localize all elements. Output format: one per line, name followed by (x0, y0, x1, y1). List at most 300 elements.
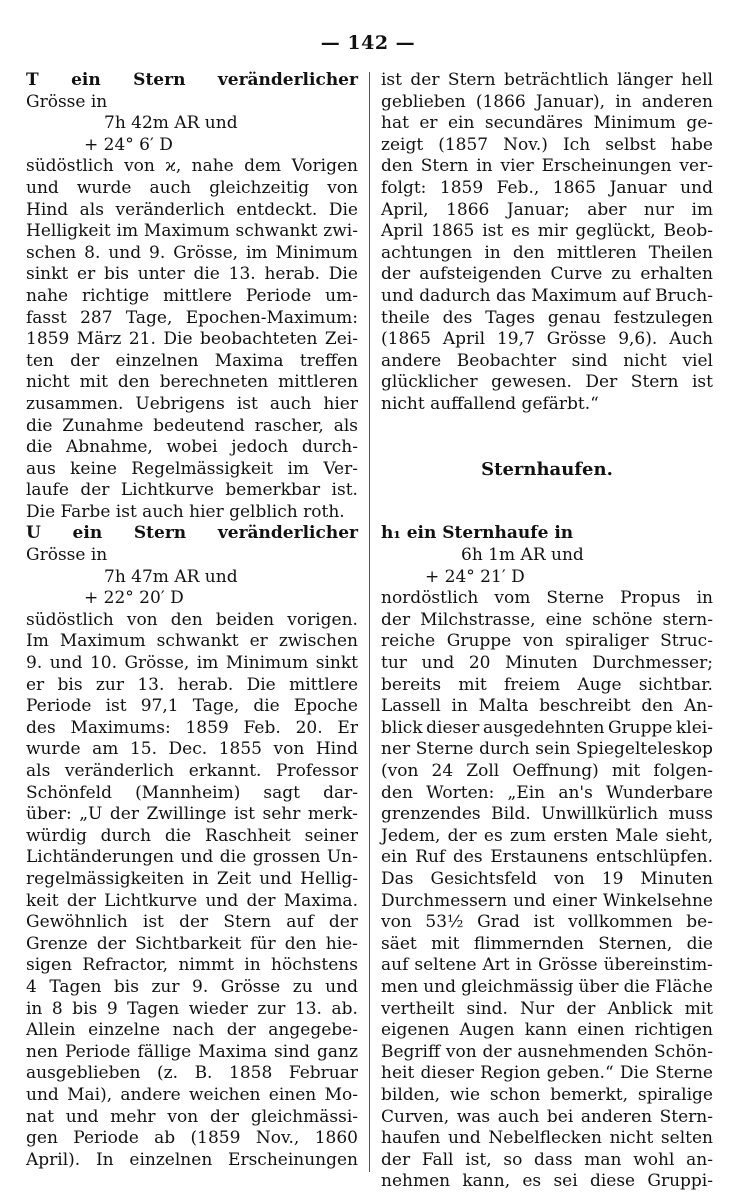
word: mittleren (556, 242, 637, 263)
word: anderen (580, 1106, 653, 1127)
word: sinkt (26, 264, 69, 285)
word: Refractor, (82, 955, 169, 976)
word: er (77, 264, 96, 285)
word: auch (149, 177, 192, 198)
word: der (410, 70, 440, 90)
word: Feb., (496, 177, 540, 198)
word: Maximum (143, 221, 230, 242)
word: Grenze (26, 933, 88, 954)
word: 13. (137, 674, 165, 695)
word: T (26, 70, 39, 90)
word: zu (292, 976, 313, 997)
word: Tage, (125, 307, 173, 328)
text-line (26, 243, 358, 265)
text-line (26, 351, 358, 373)
word: der (66, 890, 96, 911)
word: einzelnen (129, 1149, 213, 1170)
word: mittlere (289, 674, 358, 695)
word: bis (57, 674, 83, 695)
word: mittlere (163, 285, 232, 306)
text-line (381, 999, 713, 1021)
word: und (108, 242, 142, 263)
word: auch (497, 1106, 540, 1127)
word: und (680, 177, 713, 198)
word: Zeit (216, 868, 252, 889)
text-line (381, 610, 713, 632)
word: mir (537, 221, 568, 242)
word: aus (26, 458, 56, 479)
word: den (512, 242, 545, 263)
word: richtige (81, 285, 150, 306)
word: mit (684, 998, 713, 1019)
text-line (381, 113, 713, 135)
word: Dec. (168, 739, 208, 760)
word: des (26, 717, 56, 738)
word: blick (381, 717, 423, 738)
word: 9. (149, 242, 166, 263)
word: die (219, 847, 247, 868)
word: von (167, 1106, 199, 1127)
word: B. (194, 1063, 213, 1084)
text-line (381, 653, 713, 675)
word: und (381, 285, 414, 306)
word: nicht (26, 372, 70, 393)
word: hat (381, 113, 409, 134)
word: Sterne (655, 1063, 713, 1084)
text-line: Grösse in (26, 545, 108, 566)
text-line (381, 1020, 713, 1042)
word: schon (489, 1084, 541, 1105)
text-line (381, 221, 713, 243)
text-line (381, 847, 713, 869)
word: der (80, 480, 110, 501)
text-line (26, 156, 358, 178)
text-line (381, 761, 713, 783)
word: Schön- (653, 1041, 713, 1062)
text-line (26, 718, 358, 740)
word: 15. (129, 739, 157, 760)
word: 8. (84, 242, 101, 263)
left-column (26, 70, 358, 1171)
word: Mo- (324, 1084, 358, 1105)
word: Maxima (214, 350, 284, 371)
word: nimmt (178, 955, 234, 976)
text-line (381, 955, 713, 977)
word: der (328, 912, 358, 933)
text-line (26, 696, 358, 718)
word: einer (552, 890, 597, 911)
word: Maxima (198, 1041, 268, 1062)
word: 287 (80, 307, 113, 328)
word: sein (535, 739, 571, 760)
word: kann, (462, 1171, 511, 1192)
word: in (192, 868, 209, 889)
text-line (26, 761, 358, 783)
word: und (423, 976, 456, 997)
coord-ra: 7h 42m AR und (104, 113, 238, 134)
word: die (26, 437, 53, 458)
word: säet (381, 933, 417, 954)
word: Er (337, 717, 358, 738)
word: kann (524, 1020, 568, 1041)
word: Epochen-Maximum: (185, 307, 358, 328)
word: Stern (223, 912, 272, 933)
word: über (578, 976, 619, 997)
word: Propus (620, 588, 681, 609)
text-line (381, 718, 713, 740)
word: 1859 (26, 329, 70, 350)
word: 24 (431, 761, 454, 781)
text-line (26, 372, 358, 394)
word: über: (26, 804, 72, 825)
word: 1859 (439, 177, 484, 198)
word: muss (668, 804, 713, 825)
word: sagt (263, 782, 300, 803)
word: Durchmessern (381, 890, 507, 911)
word: März (76, 329, 122, 350)
word: die (253, 696, 280, 717)
word: Augen (459, 1020, 515, 1041)
word: bis (103, 264, 130, 285)
word: sieht, (665, 825, 713, 846)
word: Schönfeld (26, 782, 112, 803)
word: heit (381, 1063, 415, 1084)
text-line (26, 610, 358, 632)
word: die (26, 415, 53, 436)
word: An- (683, 696, 713, 717)
word: Minimum (225, 653, 309, 674)
word: nicht (623, 350, 667, 371)
word: tur (381, 653, 407, 674)
word: Struc- (660, 631, 713, 652)
word: nahe (26, 285, 69, 306)
word: nat (26, 1106, 54, 1127)
word: Gruppi- (647, 1171, 713, 1192)
word: Regelmässigkeit (131, 458, 274, 479)
word: Gruppe (446, 631, 512, 652)
word: Professor (276, 761, 358, 781)
word: bemerkt, (550, 1084, 628, 1105)
word: Periode (26, 696, 92, 717)
word: Malta (478, 696, 529, 717)
word: Grösse (538, 955, 598, 976)
text-line (26, 999, 358, 1021)
word: dieser (426, 717, 480, 738)
word: wurde (76, 177, 132, 198)
word: Tage, (192, 696, 240, 717)
word: durch (100, 825, 152, 846)
word: (1859 (190, 1128, 241, 1149)
word: von (553, 868, 585, 889)
word: vom (494, 588, 531, 609)
text-line (26, 329, 358, 351)
word: südöstlich (26, 609, 114, 630)
word: die (686, 933, 713, 954)
word: Hellig- (300, 868, 358, 889)
word: dadurch (419, 285, 491, 306)
text-line (381, 1085, 713, 1107)
text-line (381, 1042, 713, 1064)
text-line (26, 1020, 358, 1042)
word: dar- (323, 782, 358, 803)
word: 21. (128, 329, 156, 350)
word: schwankt (156, 631, 239, 652)
word: jedoch (231, 437, 289, 458)
text-line (26, 804, 358, 826)
word: eigenen (381, 1020, 450, 1041)
text-line (26, 869, 358, 891)
word: aber (587, 199, 627, 220)
word: Un- (326, 847, 358, 868)
word: folgt: (381, 177, 427, 198)
word: zwischen (278, 631, 358, 652)
word: Stern- (659, 1106, 713, 1127)
word: merk- (307, 804, 358, 825)
text-line (26, 264, 358, 286)
word: Stern (420, 156, 469, 177)
text-line (26, 631, 358, 653)
word: ist (236, 393, 258, 414)
word: ver- (679, 156, 713, 177)
text-line (381, 243, 713, 265)
word: (z. (157, 1063, 179, 1084)
word: Die (163, 329, 193, 350)
word: in (615, 91, 632, 112)
text-line (26, 1107, 358, 1129)
word: Anblick (607, 998, 673, 1019)
word: 1865 (431, 221, 475, 242)
word: laufe (26, 480, 69, 501)
text-line (26, 1085, 358, 1107)
word: Gruppe (607, 717, 673, 738)
word: des (442, 307, 473, 328)
word: April, (381, 199, 429, 220)
text-line (381, 178, 713, 200)
word: südöstlich (26, 156, 114, 177)
word: Beob- (663, 221, 713, 242)
word: Grösse (546, 329, 607, 350)
word: 9. (26, 653, 43, 674)
word: (Mannheim) (135, 782, 241, 803)
word: Maximums: (70, 717, 171, 738)
text-line (26, 394, 358, 416)
word: länger (617, 70, 673, 90)
word: treffen (299, 350, 358, 371)
word: im (196, 653, 219, 674)
word: vertheilt (381, 998, 455, 1019)
word: festzulegen (613, 307, 713, 328)
text-line (26, 977, 358, 999)
coord-dec: + 22° 20′ D (84, 588, 184, 609)
text-line (26, 459, 358, 481)
text-line (26, 286, 358, 308)
word: auf (622, 285, 650, 306)
word: weichen (188, 1084, 261, 1105)
word: durch (479, 739, 530, 760)
word: übereinstim- (603, 955, 713, 976)
text-line (26, 653, 358, 675)
word: der (381, 1149, 411, 1170)
word: als (79, 199, 104, 220)
word: und (65, 1106, 99, 1127)
word: zusammen. (26, 393, 124, 414)
text-line (381, 588, 713, 610)
word: gleichzeitig (209, 177, 310, 198)
text-line (26, 955, 358, 977)
word: dem (244, 156, 282, 177)
word: beobachteten (200, 329, 318, 350)
word: sehr (262, 804, 301, 825)
word: der (381, 264, 411, 285)
word: April). (26, 1149, 81, 1170)
word: den (381, 782, 413, 803)
word: bereits (381, 674, 442, 695)
word: Bild. (491, 804, 531, 825)
word: Milchstrasse, (420, 609, 536, 630)
text-line (381, 372, 713, 394)
word: veränderlich (64, 761, 175, 781)
word: und (26, 1084, 59, 1105)
word: genau (547, 307, 601, 328)
word: keine (70, 458, 117, 479)
word: Das (381, 868, 414, 889)
word: Minimum (275, 242, 358, 263)
word: im (246, 242, 268, 263)
word: man (584, 1149, 622, 1170)
word: entdeckt. (236, 199, 318, 220)
word: ein (447, 113, 475, 134)
word: wohl (633, 1149, 675, 1170)
word: spiraliger (565, 631, 649, 652)
word: Tagen (127, 998, 180, 1019)
word: Erscheinungen (541, 156, 672, 177)
word: nicht (609, 1128, 654, 1149)
text-line (381, 286, 713, 308)
word: Sterne (546, 588, 605, 609)
word: theile (381, 307, 430, 328)
word: Mai), (67, 1084, 113, 1105)
word: den (170, 609, 203, 630)
word: veränderlicher (217, 70, 358, 90)
word: Tages (485, 307, 536, 328)
word: Periode (64, 1041, 131, 1062)
word: 1860 (314, 1128, 358, 1149)
word: es (483, 825, 503, 846)
coord-ra: 7h 47m AR und (104, 566, 238, 587)
word: und (421, 653, 455, 674)
word: nen (26, 1041, 58, 1062)
word: ist. (331, 480, 358, 501)
word: Ver- (323, 458, 358, 479)
word: selbst (605, 134, 656, 155)
word: haufen (381, 1128, 441, 1149)
text-line (26, 891, 358, 913)
text-line (26, 783, 358, 805)
word: von (327, 177, 358, 198)
word: Uebrigens (135, 393, 225, 414)
word: Auch (669, 329, 713, 350)
word: fällige (137, 1041, 192, 1062)
word: regelmässigkeiten (26, 868, 185, 889)
text-line (26, 912, 358, 934)
word: stern- (662, 609, 713, 630)
word: Unwillkürlich (541, 804, 659, 825)
word: ist (233, 804, 255, 825)
text-line (381, 912, 713, 934)
word: Periode (73, 1128, 139, 1149)
entry-U-heading (26, 523, 358, 545)
text-line (381, 1128, 713, 1150)
word: als (333, 415, 358, 436)
text-line (381, 1150, 713, 1172)
word: unter (137, 264, 185, 285)
word: selten (660, 1128, 713, 1149)
word: vier (500, 156, 534, 177)
word: berechneten (159, 372, 269, 393)
word: zwi- (323, 221, 358, 242)
coord-ra: 6h 1m AR und (461, 545, 584, 566)
coord-dec: + 24° 6′ D (84, 134, 173, 155)
word: von (126, 609, 158, 630)
text-line (26, 437, 358, 459)
word: andere (120, 1084, 181, 1105)
word: grossen (252, 847, 321, 868)
word: durch- (301, 437, 358, 458)
word: nur (643, 199, 674, 220)
word: und (447, 1128, 481, 1149)
text-line (26, 178, 358, 200)
word: Minimum (593, 113, 676, 134)
word: ner (381, 739, 411, 760)
word: Oeffnung) (512, 761, 599, 781)
word: 53½ (425, 912, 464, 933)
word: Abnahme, (66, 437, 153, 458)
word: Nov.) (503, 134, 548, 155)
word: (1865 (381, 329, 431, 350)
text-line (26, 934, 358, 956)
text-line (381, 739, 713, 761)
text-line (26, 416, 358, 438)
text-line (381, 696, 713, 718)
text-line (381, 804, 713, 826)
word: ge- (686, 113, 713, 134)
word: mit (458, 674, 487, 695)
word: ausgeblieben (26, 1063, 141, 1084)
text-line (381, 1063, 713, 1085)
word: erkannt. (188, 761, 262, 781)
column-divider (369, 72, 370, 1172)
word: Januar; (506, 199, 570, 220)
word: Hind (315, 739, 358, 760)
word: in (696, 588, 713, 609)
word: Lichtkurve (104, 890, 198, 911)
word: bilden, (381, 1084, 441, 1105)
word: 20. (295, 717, 323, 738)
word: zur (257, 998, 286, 1019)
word: Grösse, (124, 653, 190, 674)
word: Februar (288, 1063, 358, 1084)
word: mit (431, 933, 460, 954)
word: vorigen. (287, 609, 358, 630)
word: ganz (317, 1041, 358, 1062)
text-line (381, 135, 713, 157)
word: Januar (609, 177, 667, 198)
word: 1855 (218, 739, 262, 760)
word: 4 (26, 976, 37, 997)
word: an- (686, 1149, 713, 1170)
word: folgen- (653, 761, 713, 781)
word: Der (585, 372, 618, 393)
